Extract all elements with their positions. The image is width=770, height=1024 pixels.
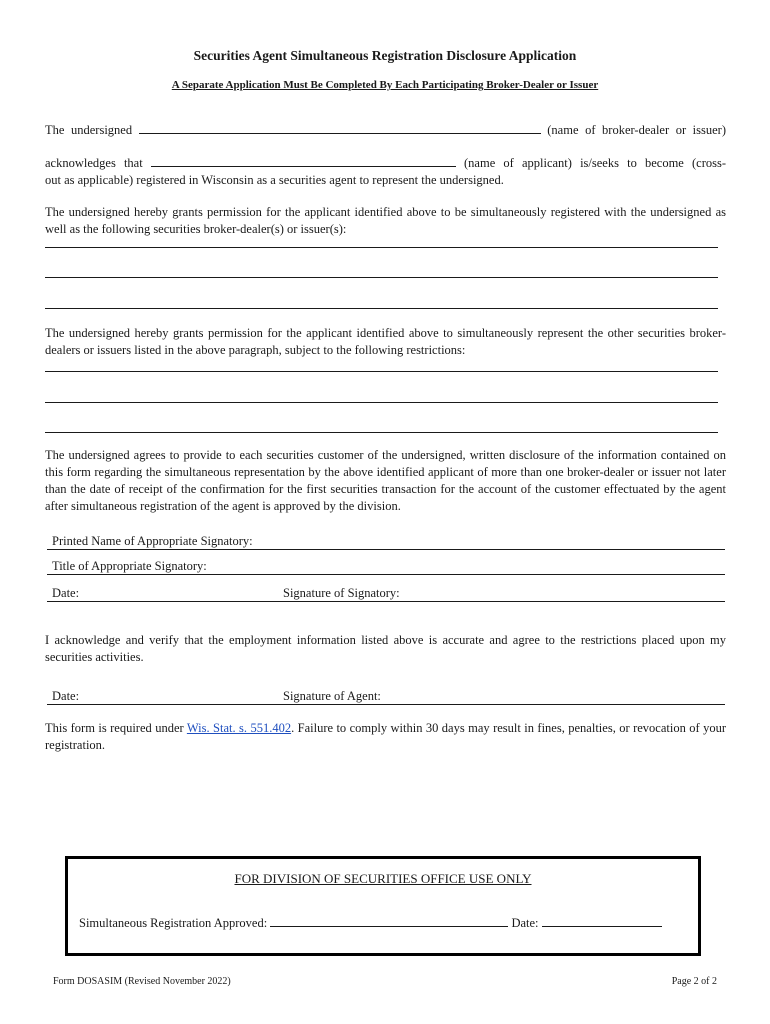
acknowledges-prefix: acknowledges that xyxy=(45,156,143,170)
restriction-line-1[interactable] xyxy=(45,370,718,372)
form-id: Form DOSASIM (Revised November 2022) xyxy=(53,976,231,987)
undersigned-line xyxy=(45,122,726,139)
legal-notice-after: . Failure to comply within 30 days may result in fines, penalties, or revocation of your registration. xyxy=(45,721,726,752)
broker-dealer-line-3[interactable] xyxy=(45,307,718,309)
signatory-signature-label: Signature of Signatory: xyxy=(283,586,400,600)
document-subtitle: A Separate Application Must Be Completed By Each Participating Broker-Dealer or Issuer xyxy=(171,79,599,91)
disclosure-paragraph: The undersigned agrees to provide to each securities customer of the undersigned, written disclosure of the information contained on this form regarding the simultaneous representation by the above identified applicant of more than one broker-dealer or issuer not later than the date of receipt of the confirmation for the first securities transaction for the account of the customer effectuated by the agent after simultaneous registration of the agent is approved by the division. xyxy=(45,448,726,513)
agent-date-label: Date: xyxy=(52,689,80,703)
undersigned-prefix: The undersigned xyxy=(45,123,133,137)
restriction-line-3[interactable] xyxy=(45,431,718,433)
signatory-date-label: Date: xyxy=(52,586,80,600)
agent-ack-paragraph: I acknowledge and verify that the employment information listed above is accurate and agree to the restrictions placed upon my securities activities. xyxy=(45,633,726,664)
signatory-title-row[interactable] xyxy=(47,558,725,575)
acknowledges-continuation: out as applicable) registered in Wisconsin as a securities agent to represent the undersigned. xyxy=(45,173,504,187)
broker-dealer-line-2[interactable] xyxy=(45,276,718,278)
broker-dealer-line-1[interactable] xyxy=(45,246,718,248)
restrictions-paragraph: The undersigned hereby grants permission for the applicant identified above to simultaneously represent the other securities broker-dealers or issuers listed in the above paragraph, subject to the following restrictions: xyxy=(45,326,726,357)
broker-dealer-name-field[interactable] xyxy=(139,122,541,134)
restriction-line-2[interactable] xyxy=(45,401,718,403)
agent-signature-label: Signature of Agent: xyxy=(283,689,381,703)
printed-name-row[interactable] xyxy=(47,533,725,550)
office-use-approval-line xyxy=(79,915,662,931)
agent-date-signature-row[interactable] xyxy=(47,688,725,705)
legal-notice xyxy=(45,720,726,754)
printed-name-label: Printed Name of Appropriate Signatory: xyxy=(52,534,253,548)
office-use-box xyxy=(65,856,701,956)
acknowledges-suffix: (name of applicant) is/seeks to become (cross- xyxy=(464,156,727,170)
document-title: Securities Agent Simultaneous Registration Disclosure Application xyxy=(193,48,577,63)
permission-paragraph: The undersigned hereby grants permission for the applicant identified above to be simultaneously registered with the undersigned as well as the following securities broker-dealer(s) or issuer(s): xyxy=(45,205,726,236)
statute-link[interactable]: Wis. Stat. s. 551.402 xyxy=(186,721,292,735)
undersigned-suffix: (name of broker-dealer or issuer) xyxy=(547,123,727,137)
acknowledges-line xyxy=(45,155,726,172)
signatory-title-label: Title of Appropriate Signatory: xyxy=(52,559,207,573)
signatory-date-signature-row[interactable] xyxy=(47,585,725,602)
page-number: Page 2 of 2 xyxy=(671,976,717,987)
office-use-title: FOR DIVISION OF SECURITIES OFFICE USE ONLY xyxy=(234,871,532,886)
approved-field[interactable] xyxy=(270,915,508,927)
office-date-field[interactable] xyxy=(542,915,662,927)
office-date-label: Date: xyxy=(511,916,539,930)
applicant-name-field[interactable] xyxy=(151,155,456,167)
legal-notice-before: This form is required under xyxy=(45,721,187,735)
approved-label: Simultaneous Registration Approved: xyxy=(79,916,268,930)
